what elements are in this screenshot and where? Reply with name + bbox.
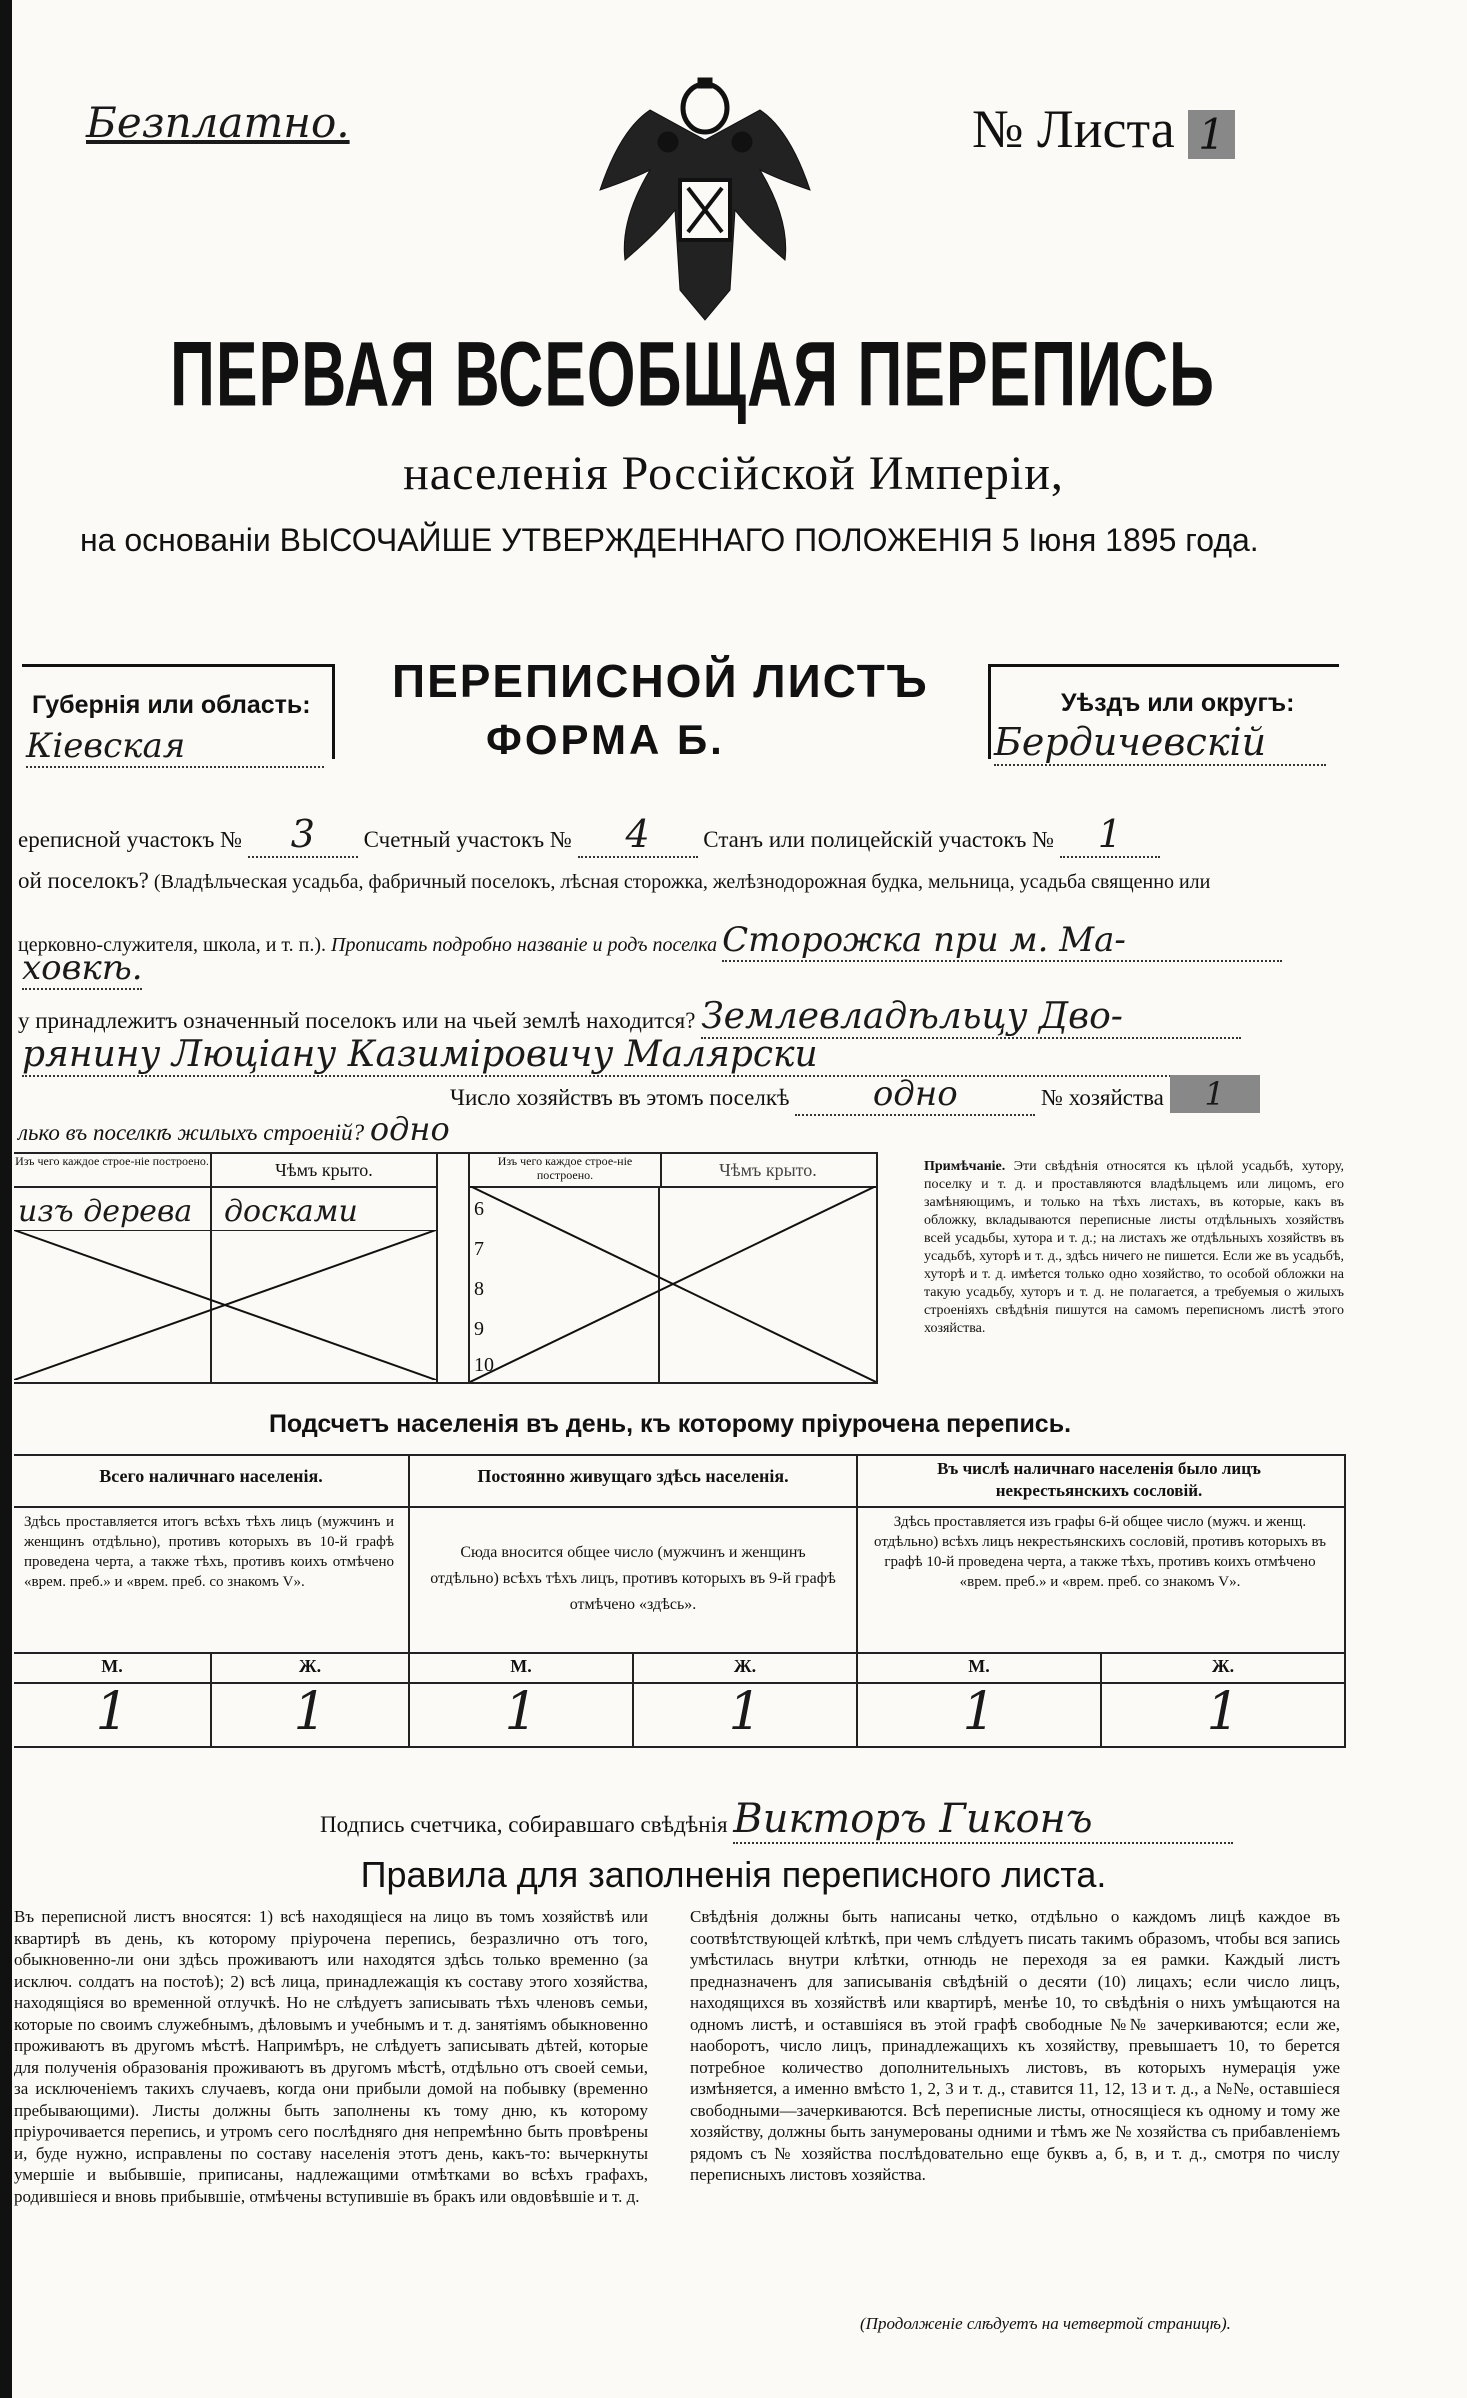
free-label: Безплатно. [86, 98, 350, 147]
gubernia-value: Кіевская [26, 726, 324, 768]
note-text: Эти свѣдѣнія относятся къ цѣлой усадьбѣ, хутору, поселку и т. д. и проставляются владѣльцемъ или лицомъ, его замѣняющимъ, и только на тѣхъ листахъ, въ которые, какъ въ обложку, вкладываются переписные листы отдѣльныхъ хозяйствъ всей усадьбы, хутора и т. д.; на листахъ же отдѣльныхъ хозяйствъ въ усадьбѣ, хуторѣ и т. д., здѣсь ничего не пишется. Если же въ усадьбѣ, хуторѣ и т. д. имѣется только одно хозяйство, то особой обложки на такую усадьбу, хуторъ и т. д. не полагается, а требуемыя о жилыхъ строеніяхъ свѣдѣнія пишутся на самомъ переписномъ листѣ этого хозяйства. [924, 1159, 1345, 1336]
note-block [924, 1158, 1344, 1338]
row-number-6: 6 [474, 1198, 484, 1220]
rules-right-text: Свѣдѣнія должны быть написаны четко, отдѣльно о каждомъ лицѣ каждое въ соотвѣтствующей клѣткѣ, при чемъ слѣдуетъ писать такимъ образомъ, чтобы вся запись умѣстилась внутри клѣтки, отнюдь не переходя за ея рамки. Каждый листъ предназначенъ для записыванія свѣдѣній о десяти (10) лицахъ; если число лицъ, находящихся въ хозяйствѣ или квартирѣ, менѣе 10, то свѣдѣнія о нихъ умѣщаются на одномъ листѣ, и оставшіяся въ этой графѣ свободные №№ зачеркиваются; если же, наоборотъ, число лицъ, принадлежащихъ къ хозяйству, превышаетъ 10, то берется потребное количество дополнительныхъ листовъ, въ которыхъ нумерація уже измѣняется, а именно вмѣсто 1, 2, 3 и т. д., ставится 11, 12, 13 и т. д., а №№, оставшіеся свободными—зачеркиваются. Всѣ переписные листы, относящіеся къ одному и тому же хозяйству, должны быть занумерованы одними и тѣмъ же № хозяйства съ прибавленіемъ рядомъ съ № хозяйства послѣдовательно еще буквъ а, б, в, и т. д., смотря по числу переписныхъ листовъ хозяйства. [690, 1907, 1340, 2184]
col1-m-label: М. [101, 1656, 123, 1676]
col1-m-value: 1 [95, 1682, 129, 1742]
uezd-label: Уѣздъ или округъ: [1061, 689, 1295, 717]
buildings-table-left [14, 1152, 438, 1384]
strike-through-left [14, 1230, 436, 1380]
right-material-header: Изъ чего каждое строе-ніе построено. [468, 1154, 662, 1188]
col2-f-label: Ж. [733, 1656, 757, 1676]
buildings-label: лько въ поселкѣ жилыхъ строеній? [18, 1120, 365, 1145]
rules-continuation: (Продолженіе слѣдуетъ на четвертой страницѣ). [860, 2314, 1231, 2333]
count-col3-header: Въ числѣ наличнаго населенія было лицъ некрестьянскихъ сословій. [937, 1459, 1261, 1500]
sheet-no-value: 1 [1188, 110, 1235, 159]
row1-roof: досками [224, 1194, 358, 1229]
col1-f-label: Ж. [298, 1656, 322, 1676]
count-table [14, 1454, 1346, 1748]
col2-f-value: 1 [728, 1682, 762, 1742]
col2-m-value: 1 [504, 1682, 538, 1742]
household-no-value: 1 [1170, 1075, 1260, 1113]
row-number-8: 8 [474, 1278, 484, 1300]
sheet-no-label: № Листа [972, 99, 1175, 159]
owner-value: Землевладѣльцу Дво- [701, 996, 1241, 1039]
col3-m-label: М. [968, 1656, 990, 1676]
owner-value-2: рянину Люціану Казиміровичу Малярски [22, 1034, 1182, 1077]
settlement-hint-2: церковно-служителя, школа, и т. п.). [18, 934, 326, 956]
settlement-value: Сторожка при м. Ма- [722, 920, 1282, 962]
households-value: одно [795, 1074, 1035, 1116]
households-line [450, 1074, 1260, 1116]
sheet-title: ПЕРЕПИСНОЙ ЛИСТЪ [392, 655, 929, 707]
stan-label: Станъ или полицейскій участокъ № [703, 827, 1055, 852]
sheet-number [972, 98, 1235, 160]
counting-district-label: Счетный участокъ № [363, 827, 572, 852]
row-number-9: 9 [474, 1318, 484, 1340]
household-no-label: № хозяйства [1041, 1085, 1164, 1110]
row-number-10: 10 [474, 1354, 494, 1376]
rules-left-text: Въ переписной листъ вносятся: 1) всѣ находящіеся на лицо въ томъ хозяйствѣ или квартирѣ въ день, къ которому пріурочена перепись, безразлично отъ того, обыкновенно-ли они здѣсь проживаютъ или находятся здѣсь только временно (за исключ. солдатъ на постоѣ); 2) всѣ лица, принадлежащія къ составу этого хозяйства, находящіяся во временной отлучкѣ. Но не слѣдуетъ записывать тѣхъ членовъ семьи, которые по своимъ служебнымъ, дѣловымъ и учебнымъ и т. д. занятіямъ обыкновенно проживаютъ въ другомъ мѣстѣ. Напримѣръ, не слѣдуетъ записывать дѣтей, которые для полученія образованія проживаютъ въ другомъ мѣстѣ, отдѣльно отъ своей семьи, за исключеніемъ такихъ случаевъ, когда они прибыли домой на побывку (временно пребывающими). Листы должны быть заполнены къ тому дню, къ которому пріурочивается перепись, и утромъ сего послѣдняго дня непремѣнно быть провѣрены и, буде нужно, исправлены по составу населенія этотъ день, какъ-то: вычеркнуты умершіе и выбывшіе, приписаны, надлежащими отмѣтками во всѣхъ графахъ, родившіеся и вновь прибывшіе, отмѣчены вступившіе въ бракъ или овдовѣвшіе и т. д. [14, 1907, 648, 2206]
left-material-header: Изъ чего каждое строе-ніе построено. [14, 1154, 212, 1188]
buildings-table-right [436, 1152, 878, 1384]
form-label: ФОРМА Б. [486, 716, 725, 763]
col3-m-value: 1 [962, 1682, 996, 1742]
uezd-value: Бердичевскій [994, 720, 1326, 766]
count-col1-text: Здѣсь проставляется итогъ всѣхъ тѣхъ лицъ (мужчинъ и женщинъ отдѣльно), противъ которыхъ въ 10-й графѣ проведена черта, а также тѣхъ, противъ коихъ отмѣчено «врем. преб.» и «врем. преб. со знакомъ V». [24, 1514, 394, 1590]
settlement-hint: (Владѣльческая усадьба, фабричный поселокъ, лѣсная сторожка, желѣзнодорожная будка, мельница, усадьба священно или [153, 871, 1211, 893]
settlement-line-2 [18, 920, 1282, 962]
census-district-label: ереписной участокъ № [18, 827, 243, 852]
buildings-value: одно [369, 1110, 450, 1148]
signature-value: Викторъ Гиконъ [733, 1796, 1233, 1844]
count-col1-header: Всего наличнаго населенія. [99, 1466, 323, 1486]
row1-material: изъ дерева [18, 1194, 193, 1229]
count-col3-text: Здѣсь проставляется изъ графы 6-й общее число (мужч. и женщ. отдѣльно) всѣхъ лицъ некрестьянскихъ сословій, противъ которыхъ въ графѣ 10-й проведена черта, а также тѣхъ, противъ коихъ отмѣчено «врем. преб.» и «врем. преб. со знакомъ V». [874, 1514, 1326, 1590]
owner-line [18, 996, 1241, 1039]
signature-line [320, 1796, 1233, 1844]
count-col2-header: Постоянно живущаго здѣсь населенія. [477, 1466, 789, 1486]
districts-line [18, 812, 1160, 858]
gubernia-label: Губернія или область: [32, 691, 311, 719]
col2-m-label: М. [510, 1656, 532, 1676]
census-district-value: 3 [248, 812, 358, 858]
rules-title: Правила для заполненія переписного листа. [360, 1854, 1107, 1895]
strike-through-right [470, 1186, 876, 1382]
count-title: Подсчетъ населенія въ день, къ которому пріурочена перепись. [268, 1410, 1072, 1438]
stan-value: 1 [1060, 812, 1160, 858]
left-roof-header: Чѣмъ крыто. [212, 1154, 436, 1188]
row-number-7: 7 [474, 1238, 484, 1260]
count-col2-text: Сюда вносится общее число (мужчинъ и женщинъ отдѣльно) всѣхъ тѣхъ лицъ, противъ которыхъ въ 9-й графѣ отмѣчено «здѣсь». [430, 1544, 836, 1613]
title-basis: на основаніи ВЫСОЧАЙШЕ УТВЕРЖДЕННАГО ПОЛОЖЕНІЯ 5 Іюня 1895 года. [80, 522, 1259, 558]
imperial-eagle-emblem [580, 70, 830, 330]
page-title: ПЕРВАЯ ВСЕОБЩАЯ ПЕРЕПИСЬ [170, 323, 1215, 426]
scan-left-edge [0, 0, 12, 2398]
settlement-label: ой поселокъ? [18, 868, 149, 893]
owner-label: у принадлежитъ означенный поселокъ или на чьей землѣ находится? [18, 1008, 696, 1033]
settlement-line [18, 868, 1210, 894]
counting-district-value: 4 [578, 812, 698, 858]
households-label: Число хозяйствъ въ этомъ поселкѣ [450, 1085, 790, 1110]
title-subtitle: населенія Россійской Имперіи, [403, 447, 1064, 500]
note-title: Примѣчаніе. [924, 1159, 1006, 1174]
col1-f-value: 1 [293, 1682, 327, 1742]
col3-f-label: Ж. [1211, 1656, 1235, 1676]
col3-f-value: 1 [1206, 1682, 1240, 1742]
right-roof-header: Чѣмъ крыто. [660, 1154, 876, 1188]
buildings-line [18, 1110, 490, 1148]
settlement-instruction: Прописать подробно названіе и родъ поселка [331, 934, 718, 956]
settlement-value-2: ховкѣ. [22, 948, 143, 988]
signature-label: Подпись счетчика, собиравшаго свѣдѣнія [320, 1812, 728, 1837]
